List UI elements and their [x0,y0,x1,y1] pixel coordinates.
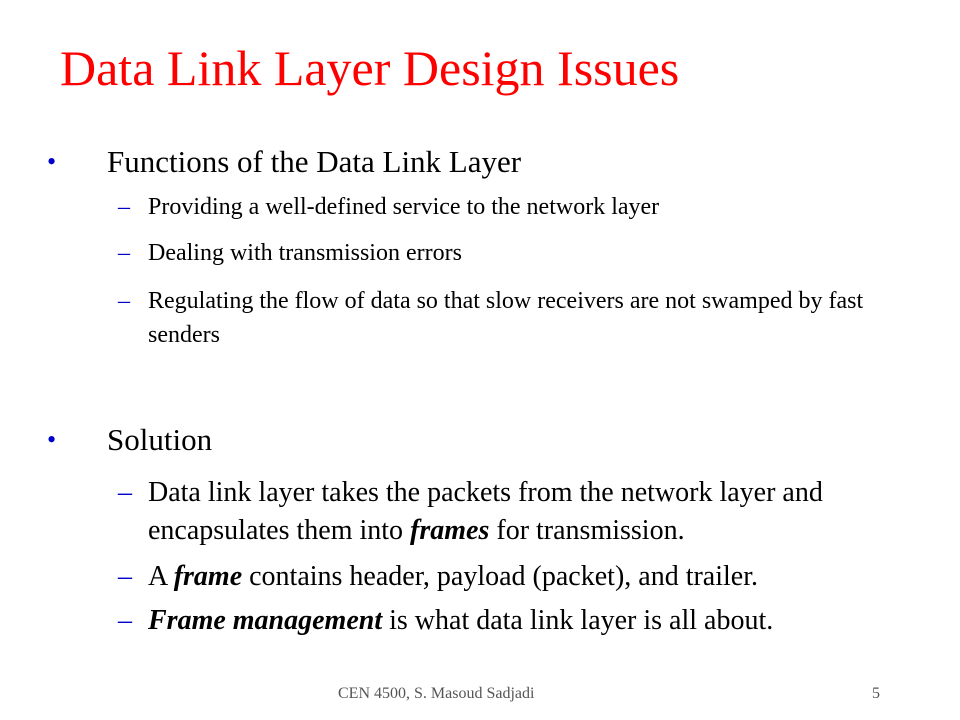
dash-icon: – [118,240,130,266]
sub-item-text: Dealing with transmission errors [148,240,462,266]
text-run: A [148,561,174,592]
text-run: is what data link layer is all about. [382,605,774,636]
dash-icon: – [118,561,132,592]
text-run: Data link layer takes the packets from the network layer and encapsulates them into [148,477,823,546]
bullet-dot-icon: • [47,425,57,454]
text-run: for transmission. [489,515,685,546]
sub-item [118,474,898,550]
sub-item-text [148,558,898,596]
sub-item [118,190,898,224]
emphasis-frame: frame [173,561,243,592]
bullet-text: Functions of the Data Link Layer [107,144,522,179]
dash-icon: – [118,605,132,636]
bullet-dot-icon: • [47,147,57,176]
dash-icon: – [118,194,130,220]
emphasis-frames: frames [410,515,490,546]
slide-title: Data Link Layer Design Issues [60,40,680,96]
emphasis-frame-management: Frame management [148,605,383,636]
sub-item-text: Regulating the flow of data so that slow receivers are not swamped by fast senders [148,288,864,348]
dash-icon: – [118,288,130,314]
sub-item-text [148,474,898,550]
sub-item-text: Providing a well-defined service to the network layer [148,194,660,220]
footer-page-number: 5 [872,685,880,702]
dash-icon: – [118,477,132,508]
sub-item [118,602,898,640]
sub-item [118,284,898,352]
footer-course: CEN 4500, S. Masoud Sadjadi [338,685,535,702]
bullet-text: Solution [107,422,213,457]
sub-item [118,236,898,270]
text-run: contains header, payload (packet), and trailer. [242,561,758,592]
sub-item [118,558,898,596]
sub-item-text [148,602,898,640]
